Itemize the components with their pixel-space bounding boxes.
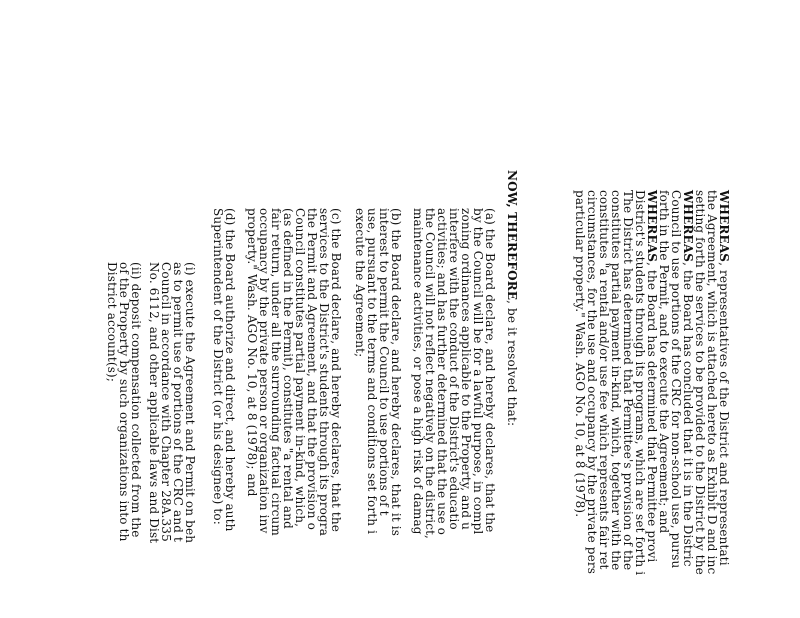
text-line: NOW, THEREFORE, be it resolved that: xyxy=(505,170,519,427)
text-line: District's students through its programs, which are set forth i xyxy=(633,190,647,576)
text-line: setting forth the services to be provided to the District by the xyxy=(693,190,707,575)
now-therefore-lead: NOW, THEREFORE xyxy=(505,170,519,301)
text-line: fair return, under all the surrounding factual circum xyxy=(269,208,283,536)
text-line: maintenance activities, or pose a high risk of damag xyxy=(411,208,425,535)
text-line: constitutes partial payment in-kind, which, together with the xyxy=(609,190,623,571)
text-line: zoning ordinances applicable to the Property, and u xyxy=(459,208,473,531)
text-line: the Agreement, which is attached hereto as Exhibit D and inc xyxy=(705,190,719,575)
text-line: No. 6112, and other applicable laws and Dist xyxy=(147,262,161,544)
text-line: WHEREAS, the Board has determined that Permittee provi xyxy=(645,190,659,563)
text-line: activities; and has further determined that the use o xyxy=(435,208,449,536)
text-line: (as defined in the Permit), constitutes "a rental and xyxy=(281,208,295,529)
subclause-ii xyxy=(106,262,142,542)
text-line: forth in the Permit, and to execute the Agreement; and xyxy=(657,190,671,534)
paragraph-whereas-3 xyxy=(574,190,658,575)
paragraph-whereas-2 xyxy=(658,190,694,568)
text-line: (ii) deposit compensation collected from the xyxy=(129,262,143,538)
text-line: interfere with the conduct of the District's educatio xyxy=(447,208,461,530)
text-line: the Council will not reflect negatively on the district, xyxy=(423,208,437,540)
paragraph-now-therefore xyxy=(506,170,518,426)
text-line: interest to permit the Council to use portions of t xyxy=(377,208,391,516)
clause-a xyxy=(412,208,496,539)
text-line: (i) execute the Agreement and Permit on beh xyxy=(183,262,197,544)
clause-b xyxy=(354,208,402,536)
clause-d xyxy=(212,208,236,532)
text-line: (b) the Board declare, and hereby declares, that it is xyxy=(389,208,403,537)
text-line: The District has determined that Permittee's provision of the xyxy=(621,190,635,571)
text-line: Superintendent of the District (or his designee) to: xyxy=(211,208,225,525)
text-line: execute the Agreement; xyxy=(353,208,367,358)
text-line: District account(s); xyxy=(105,262,119,383)
text-line: Council to use portions of the CRC for non-school use, pursu xyxy=(669,190,683,569)
text-line: constitutes "a rental and/or use fee which represents fair ret xyxy=(597,190,611,570)
whereas-lead: WHEREAS xyxy=(681,190,695,263)
text-line: property." Wash. AGO No. 10, at 8 (1978); and xyxy=(245,208,259,497)
text-line: by the Council will be for a lawful purpose, in compl xyxy=(471,208,485,535)
paragraph-whereas-1 xyxy=(694,190,730,575)
text-line: services to the District's students through its progra xyxy=(317,208,331,536)
whereas-lead: WHEREAS xyxy=(645,190,659,263)
text-line: circumstances, for the use and occupancy by the private pers xyxy=(585,190,599,575)
text-line: Council in accordance with Chapter 28A.335 xyxy=(159,262,173,542)
text-line: (c) the Board declare, and hereby declares, that the xyxy=(329,208,343,532)
text-line: occupancy by the private person or organization inv xyxy=(257,208,271,534)
text-line: particular property." Wash. AGO No. 10, at 8 (1978). xyxy=(573,190,587,518)
text-line: WHEREAS, representatives of the District and representati xyxy=(717,190,731,566)
clause-c xyxy=(246,208,342,536)
text-line: (d) the Board authorize and direct, and hereby auth xyxy=(223,208,237,532)
text-line: the Permit and Agreement, and that the provision o xyxy=(305,208,319,530)
text-line: WHEREAS, the Board has concluded that it is in the Distric xyxy=(681,190,695,567)
subclause-i xyxy=(148,262,196,543)
text-line: Council constitutes partial payment in-kind, which, xyxy=(293,208,307,528)
text-line: (a) the Board declare, and hereby declares, that the xyxy=(483,208,497,533)
text-line: of the Property by such organizations into th xyxy=(117,262,131,542)
whereas-lead: WHEREAS xyxy=(717,190,731,263)
text-line: use, pursuant to the terms and conditions set forth i xyxy=(365,208,379,535)
text-line: as to permit use of portions of the CRC and t xyxy=(171,262,185,542)
